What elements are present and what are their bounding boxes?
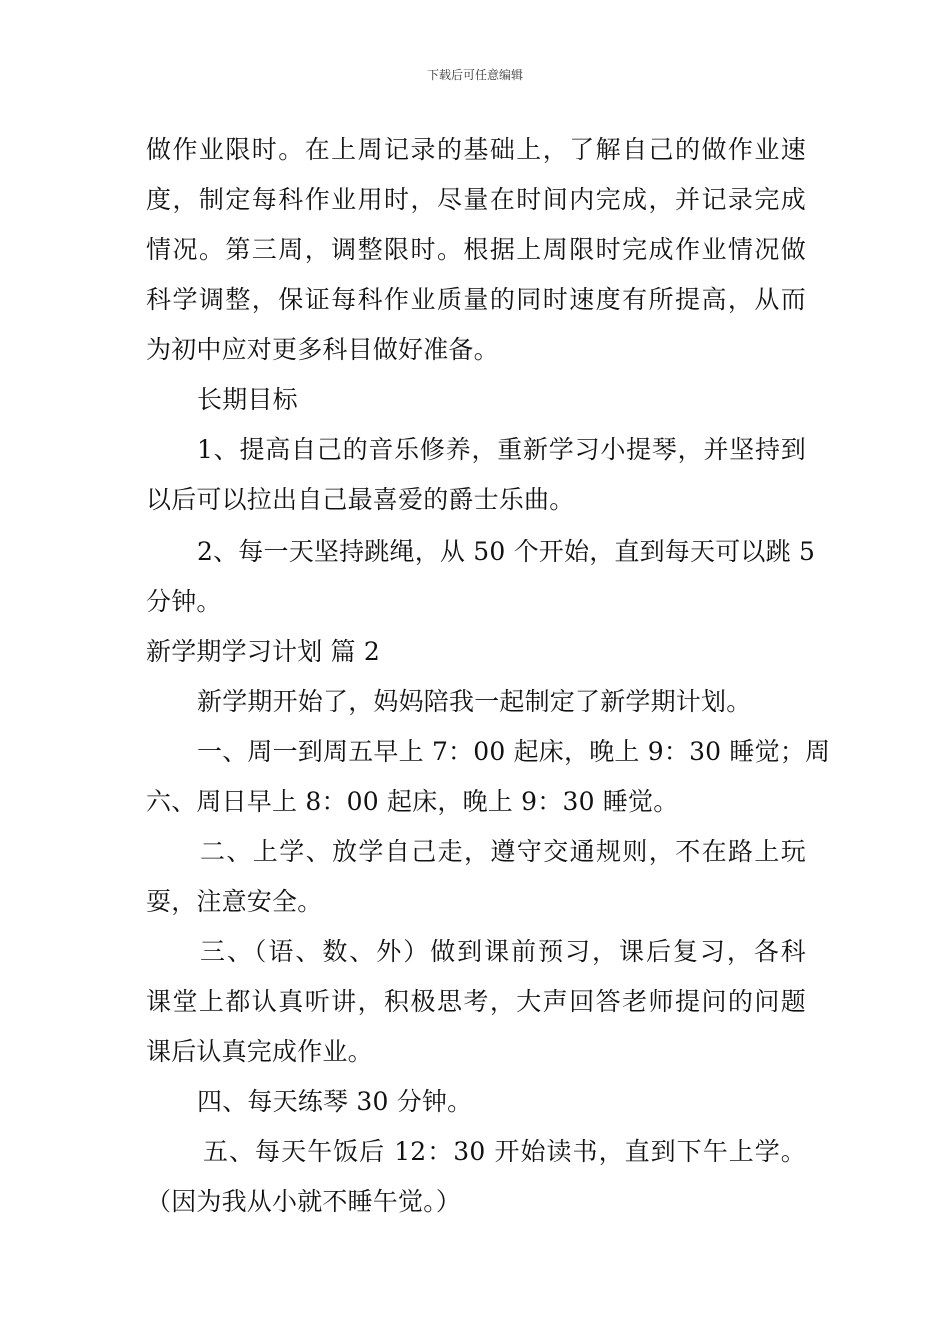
paragraph-line: 课堂上都认真听讲，积极思考，大声回答老师提问的问题 bbox=[146, 987, 806, 1016]
paragraph-line: 度，制定每科作业用时，尽量在时间内完成，并记录完成 bbox=[146, 185, 806, 214]
paragraph-line: 一、周一到周五早上 7：00 起床，晚上 9：30 睡觉；周 bbox=[197, 737, 831, 766]
paragraph-line: 做作业限时。在上周记录的基础上，了解自己的做作业速 bbox=[146, 135, 806, 164]
paragraph-line: 新学期开始了，妈妈陪我一起制定了新学期计划。 bbox=[197, 687, 752, 716]
paragraph-line: 四、每天练琴 30 分钟。 bbox=[197, 1087, 473, 1116]
paragraph-line: （因为我从小就不睡午觉。） bbox=[146, 1187, 462, 1216]
paragraph-line: 分钟。 bbox=[146, 587, 222, 616]
paragraph-line: 六、周日早上 8：00 起床，晚上 9：30 睡觉。 bbox=[146, 787, 679, 816]
paragraph-line: 科学调整，保证每科作业质量的同时速度有所提高，从而 bbox=[146, 285, 806, 314]
section-title: 新学期学习计划 篇 2 bbox=[146, 637, 381, 666]
paragraph-line: 五、每天午饭后 12：30 开始读书，直到下午上学。 bbox=[203, 1137, 806, 1166]
paragraph-line: 1、提高自己的音乐修养，重新学习小提琴，并坚持到 bbox=[197, 435, 806, 464]
paragraph-line: 二、上学、放学自己走，遵守交通规则，不在路上玩 bbox=[200, 837, 806, 866]
paragraph-line: 耍，注意安全。 bbox=[146, 887, 323, 916]
paragraph-line: 情况。第三周，调整限时。根据上周限时完成作业情况做 bbox=[146, 235, 806, 264]
paragraph-line: 课后认真完成作业。 bbox=[146, 1037, 373, 1066]
page-header-note: 下载后可任意编辑 bbox=[426, 68, 523, 82]
paragraph-line: 2、每一天坚持跳绳，从 50 个开始，直到每天可以跳 5 bbox=[197, 537, 816, 566]
section-heading: 长期目标 bbox=[197, 385, 298, 414]
paragraph-line: 为初中应对更多科目做好准备。 bbox=[146, 335, 499, 364]
paragraph-line: 三、（语、数、外）做到课前预习，课后复习，各科 bbox=[200, 937, 806, 966]
paragraph-line: 以后可以拉出自己最喜爱的爵士乐曲。 bbox=[146, 485, 575, 514]
